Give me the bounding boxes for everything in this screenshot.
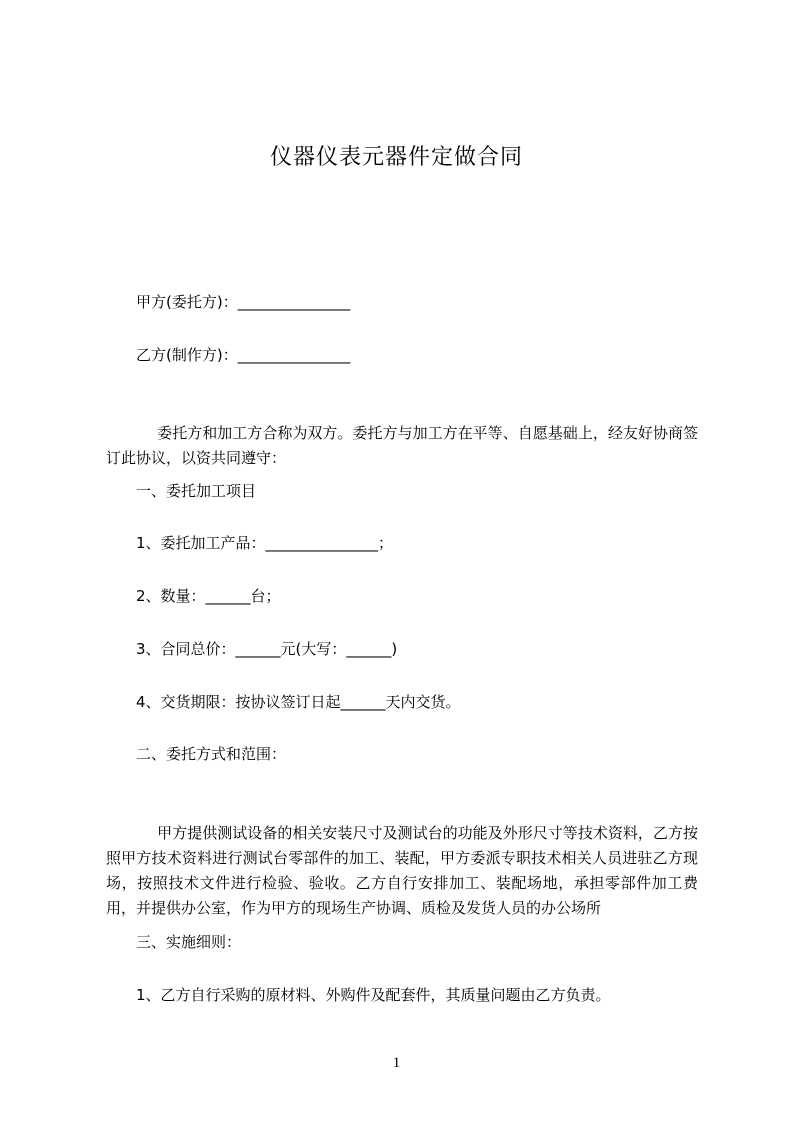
item-3-line: 3、合同总价：______元(大写：______) bbox=[136, 640, 398, 658]
party-b-line: 乙方(制作方)：_______________ bbox=[136, 346, 351, 364]
section-2-paragraph bbox=[106, 796, 698, 946]
party-a-line: 甲方(委托方)：_______________ bbox=[136, 293, 351, 311]
document-title: 仪器仪表元器件定做合同 bbox=[269, 145, 523, 170]
section-1-heading: 一、委托加工项目 bbox=[136, 482, 257, 500]
section-2-text: 甲方提供测试设备的相关安装尺寸及测试台的功能及外形尺寸等技术资料，乙方按照甲方技术资料进行测试台零部件的加工、装配，甲方委派专职技术相关人员进驻乙方现场，按照技术文件进行检验、验收。乙方自行安排加工、装配场地，承担零部件加工费用，并提供办公室，作为甲方的现场生产协调、质检及发货人员的办公场所 bbox=[106, 824, 698, 917]
section-3-heading: 三、实施细则： bbox=[136, 933, 242, 951]
section-3-item-1-line: 1、乙方自行采购的原材料、外购件及配套件，其质量问题由乙方负责。 bbox=[136, 986, 611, 1004]
item-2-line: 2、数量：______台； bbox=[136, 587, 281, 605]
item-1-line: 1、委托加工产品：_______________； bbox=[136, 534, 394, 552]
item-4-line: 4、交货期限：按协议签订日起______天内交货。 bbox=[136, 693, 461, 711]
section-2-heading: 二、委托方式和范围： bbox=[136, 745, 287, 763]
page-number: 1 bbox=[392, 1055, 401, 1071]
intro-text: 委托方和加工方合称为双方。委托方与加工方在平等、自愿基础上，经友好协商签订此协议，以资共同遵守： bbox=[106, 424, 698, 467]
